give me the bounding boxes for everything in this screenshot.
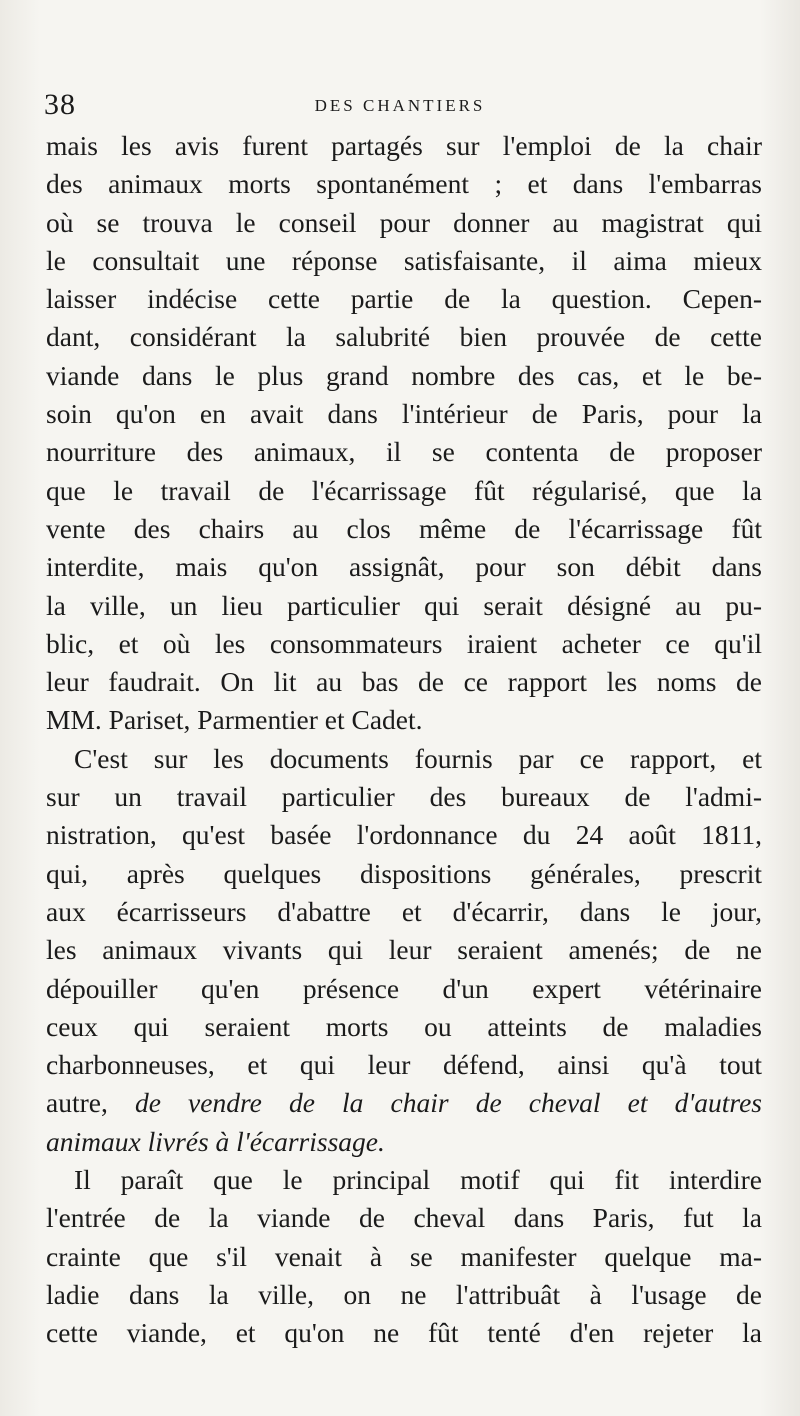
text-line: la ville, un lieu particulier qui serait désigné au pu- — [46, 589, 762, 621]
text-line: sur un travail particulier des bureaux de l'admi- — [46, 781, 762, 813]
text-line: aux écarrisseurs d'abattre et d'écarrir, dans le jour, — [46, 895, 762, 927]
text-line: leur faudrait. On lit au bas de ce rapport les noms de — [46, 666, 762, 698]
paragraph-first-line: Il paraît que le principal motif qui fit interdire — [74, 1164, 762, 1196]
text-line: nistration, qu'est basée l'ordonnance du 24 août 1811, — [46, 819, 762, 851]
section-title: DES CHANTIERS — [314, 96, 486, 115]
text-line: dépouiller qu'en présence d'un expert vétérinaire — [46, 972, 762, 1004]
italic-quote: de vendre de la chair de cheval et d'autres — [134, 1087, 762, 1119]
text-line: des animaux morts spontanément ; et dans l'embarras — [46, 168, 762, 200]
italic-quote: animaux livrés à l'écarrissage. — [46, 1125, 385, 1157]
text-line: mais les avis furent partagés sur l'emploi de la chair — [46, 130, 762, 161]
text-line: vente des chairs au clos même de l'écarrissage fût — [46, 512, 762, 544]
body-text — [46, 127, 762, 1353]
page-number: 38 — [44, 88, 76, 121]
text-fragment: autre, — [46, 1087, 135, 1119]
text-line: blic, et où les consommateurs iraient acheter ce qu'il — [46, 627, 762, 659]
text-line: interdite, mais qu'on assignât, pour son débit dans — [46, 551, 762, 583]
text-line: nourriture des animaux, il se contenta de proposer — [46, 436, 762, 468]
running-head — [44, 88, 756, 124]
text-line: cette viande, et qu'on ne fût tenté d'en rejeter la — [46, 1317, 762, 1349]
text-line: que le travail de l'écarrissage fût régularisé, que la — [46, 474, 762, 506]
text-line: les animaux vivants qui leur seraient amenés; de ne — [46, 934, 762, 966]
paragraph-first-line: C'est sur les documents fournis par ce rapport, et — [74, 742, 762, 774]
text-line: qui, après quelques dispositions générales, prescrit — [46, 857, 762, 889]
text-line: ladie dans la ville, on ne l'attribuât à l'usage de — [46, 1278, 762, 1310]
text-line: dant, considérant la salubrité bien prouvée de cette — [46, 321, 762, 353]
text-line — [46, 1123, 762, 1161]
text-line-mixed — [46, 1084, 762, 1122]
text-line: charbonneuses, et qui leur défend, ainsi qu'à tout — [46, 1049, 762, 1081]
text-line: viande dans le plus grand nombre des cas, et le be- — [46, 359, 762, 391]
text-line: ceux qui seraient morts ou atteints de maladies — [46, 1010, 762, 1042]
text-line: le consultait une réponse satisfaisante, il aima mieux — [46, 244, 762, 276]
text-line: crainte que s'il venait à se manifester quelque ma- — [46, 1240, 762, 1272]
text-line: soin qu'on en avait dans l'intérieur de Paris, pour la — [46, 398, 762, 430]
text-line: MM. Pariset, Parmentier et Cadet. — [46, 704, 423, 736]
text-line: où se trouva le conseil pour donner au magistrat qui — [46, 206, 762, 238]
text-line: laisser indécise cette partie de la question. Cepen- — [46, 283, 762, 315]
text-line: l'entrée de la viande de cheval dans Paris, fut la — [46, 1202, 762, 1234]
